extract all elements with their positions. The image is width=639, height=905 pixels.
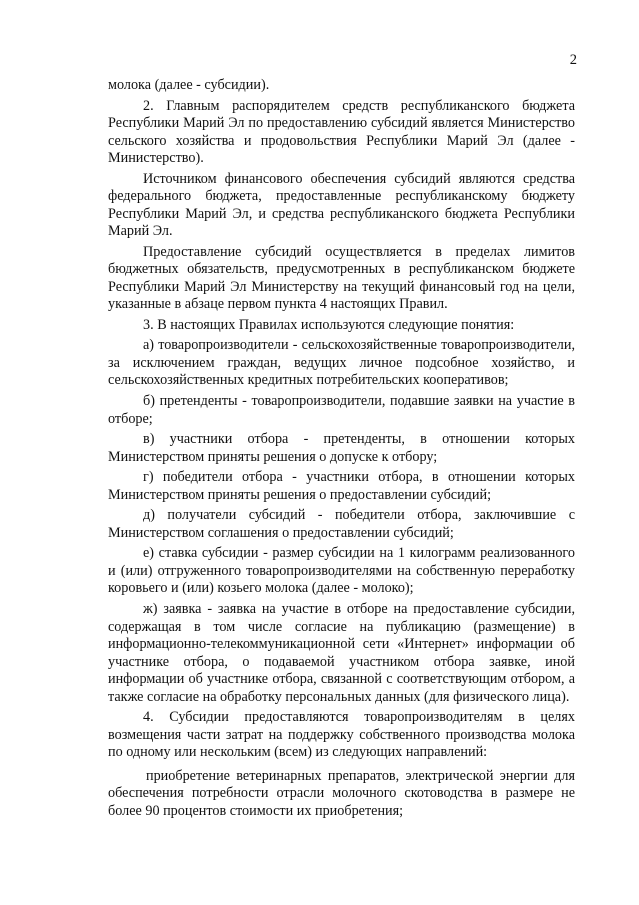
- definition-zh: ж) заявка - заявка на участие в отборе на предоставление субсидии, содержащая в том числе согласие на публикацию (размещение) в информационно-телекоммуникационной сети «Интернет» информации об участнике отбора, о подаваемой участником отбора заявке, иной информации об участнике отбора, связанной с соответствующим отбором, а также согласие на обработку персональных данных (для физического лица).: [108, 601, 575, 705]
- definition-v: в) участники отбора - претенденты, в отношении которых Министерством приняты решения о допуске к отбору;: [108, 431, 575, 465]
- definition-g: г) победители отбора - участники отбора, в отношении которых Министерством приняты решения о предоставлении субсидий;: [108, 469, 575, 503]
- paragraph-item-4: 4. Субсидии предоставляются товаропроизводителям в целях возмещения части затрат на поддержку собственного производства молока по одному или нескольким (всем) из следующих направлений:: [108, 709, 575, 761]
- paragraph-item-2: 2. Главным распорядителем средств республиканского бюджета Республики Марий Эл по предоставлению субсидий является Министерство сельского хозяйства и продовольствия Республики Марий Эл (далее - Министерство).: [108, 97, 575, 167]
- definition-e: е) ставка субсидии - размер субсидии на 1 килограмм реализованного и (или) отгруженного товаропроизводителями на собственную переработку коровьего и (или) козьего молока (далее - молоко);: [108, 545, 575, 597]
- document-body: [108, 77, 575, 823]
- paragraph-item-3: 3. В настоящих Правилах используются следующие понятия:: [143, 316, 515, 333]
- paragraph-funding-source: Источником финансового обеспечения субсидий являются средства федерального бюджета, предоставленные республиканскому бюджету Республики Марий Эл, и средства республиканского бюджета Республики Марий Эл.: [108, 170, 575, 240]
- paragraph-continuation: молока (далее - субсидии).: [108, 77, 270, 93]
- definition-a: а) товаропроизводители - сельскохозяйственные товаропроизводители, за исключением граждан, ведущих личное подсобное хозяйство, и сельскохозяйственных кредитных потребительских кооперативов;: [108, 337, 575, 389]
- definition-b: б) претенденты - товаропроизводители, подавшие заявки на участие в отборе;: [108, 393, 575, 427]
- paragraph-limits: Предоставление субсидий осуществляется в пределах лимитов бюджетных обязательств, предусмотренных в республиканском бюджете Республики Марий Эл Министерству на текущий финансовый год на цели, указанные в абзаце первом пункта 4 настоящих Правил.: [108, 243, 575, 313]
- paragraph-direction-vet: приобретение ветеринарных препаратов, электрической энергии для обеспечения потребности отрасли молочного скотоводства в размере не более 90 процентов стоимости их приобретения;: [108, 767, 575, 819]
- page-number: 2: [569, 52, 577, 68]
- definition-d: д) получатели субсидий - победители отбора, заключившие с Министерством соглашения о предоставлении субсидий;: [108, 507, 575, 541]
